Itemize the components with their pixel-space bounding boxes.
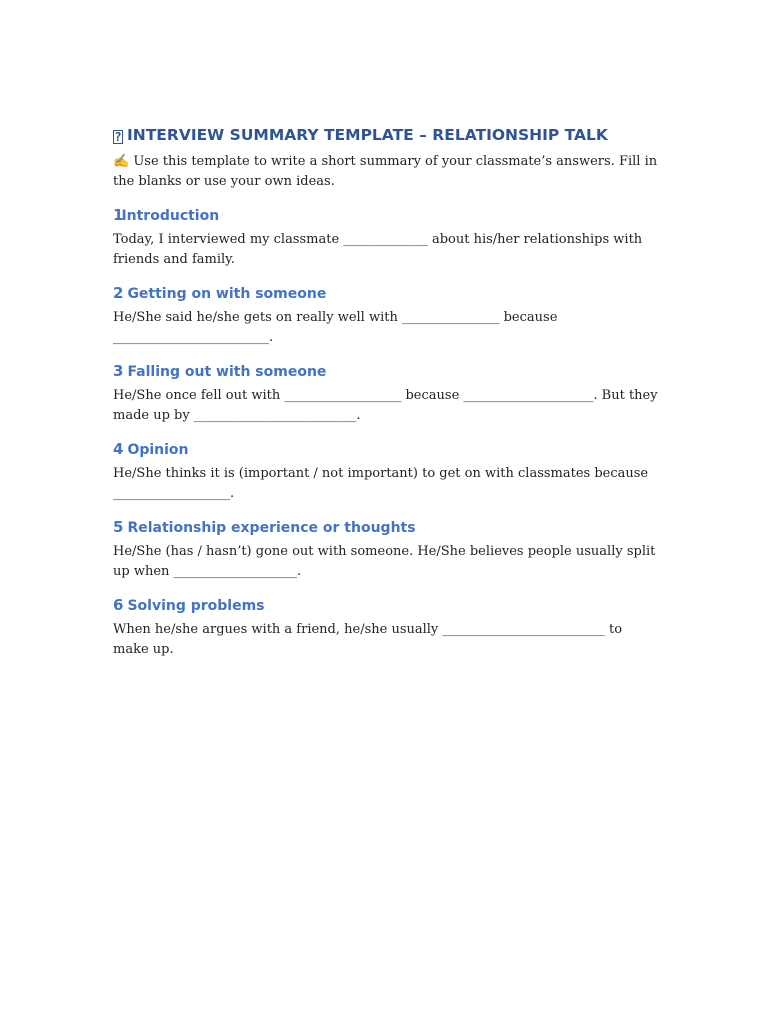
section-heading-text: Getting on with someone [127,286,327,302]
section-heading-text: Solving problems [127,598,265,614]
section-text: He/She once fell out with __________________ because ____________________. But they made up by _________________________. [113,388,658,423]
document-intro: ✍ Use this template to write a short summary of your classmate’s answers. Fill in the blanks or use your own ideas. [113,154,658,189]
section-heading [113,360,658,383]
section-relationship-experience [113,516,658,582]
section-heading-text: Relationship experience or thoughts [127,520,416,536]
document-page [113,124,658,660]
section-getting-on [113,282,658,348]
section-heading-text: Falling out with someone [127,364,327,380]
section-opinion [113,438,658,504]
section-number: 2 [113,284,124,302]
section-number: 3 [113,362,124,380]
section-number: 5 [113,518,124,536]
section-heading [113,516,658,539]
section-heading [113,438,658,461]
section-number: 4 [113,440,124,458]
missing-glyph-icon: ? [114,130,122,144]
section-heading-text: Introduction [121,208,220,224]
section-heading [113,282,658,305]
section-number: 6 [113,596,124,614]
section-text: When he/she argues with a friend, he/she usually _________________________ to make up. [113,622,623,657]
section-heading [113,204,658,227]
section-text: He/She said he/she gets on really well with _______________ because ________________________. [113,310,558,345]
section-heading-text: Opinion [127,442,189,458]
section-text: Today, I interviewed my classmate _____________ about his/her relationships with friends and family. [113,232,643,267]
document-title [113,124,658,146]
section-text: He/She (has / hasn’t) gone out with someone. He/She believes people usually split up when ___________________. [113,544,656,579]
section-falling-out [113,360,658,426]
document-title-text: INTERVIEW SUMMARY TEMPLATE – RELATIONSHIP TALK [127,126,608,144]
section-heading [113,594,658,617]
section-number: 1 [113,206,124,224]
section-text: He/She thinks it is (important / not important) to get on with classmates because __________________. [113,466,649,501]
section-introduction [113,204,658,270]
section-solving-problems [113,594,658,660]
